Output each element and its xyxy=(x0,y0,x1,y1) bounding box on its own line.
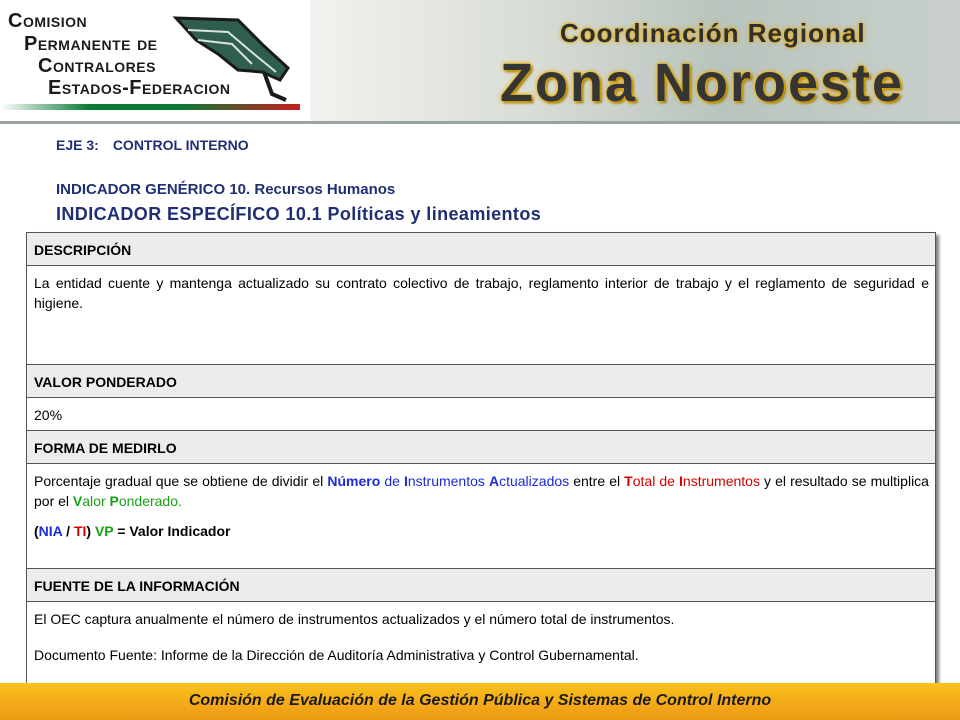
measure-method-text xyxy=(34,471,929,511)
table-row xyxy=(27,602,936,685)
measure-method-cell xyxy=(27,464,936,569)
footer-text: Comisión de Evaluación de la Gestión Pública y Sistemas de Control Interno xyxy=(188,692,772,709)
table-row xyxy=(27,233,936,266)
measure-text-part: de xyxy=(380,473,404,489)
table-row xyxy=(27,398,936,431)
region-subtitle: Coordinación Regional xyxy=(560,18,866,48)
measure-text-part: otal de xyxy=(632,473,680,489)
measure-method-label: FORMA DE MEDIRLO xyxy=(27,431,936,464)
measure-text-part: entre el xyxy=(569,473,625,489)
axis-value: CONTROL INTERNO xyxy=(112,137,249,153)
region-title: Zona Noroeste xyxy=(500,53,905,113)
formula-part: ( xyxy=(34,523,39,539)
table-row xyxy=(27,266,936,365)
description-label: DESCRIPCIÓN xyxy=(27,233,936,266)
source-text: El OEC captura anualmente el número de instrumentos actualizados y el número total de instrumentos. xyxy=(34,611,675,627)
generic-indicator-heading: INDICADOR GENÉRICO 10. Recursos Humanos xyxy=(56,181,396,198)
formula-part: = Valor Indicador xyxy=(113,523,231,539)
org-name-line-3: Contralores xyxy=(38,55,156,77)
table-row xyxy=(27,431,936,464)
measure-text-part: onderado. xyxy=(118,493,182,509)
measure-text-part: ctualizados xyxy=(499,473,570,489)
measure-text-part: y el resultado se multiplica por el xyxy=(34,473,929,509)
banner-divider xyxy=(0,121,960,124)
measure-text-part: nstrumentos xyxy=(682,473,760,489)
org-name-line-1: Comision xyxy=(8,10,88,32)
measure-text-part: I xyxy=(679,473,683,489)
org-name-line-2: Permanente de xyxy=(24,33,158,55)
formula-part: TI xyxy=(73,523,87,539)
measure-text-part: P xyxy=(109,493,119,509)
measure-text-part: T xyxy=(624,473,633,489)
formula-part: NIA xyxy=(38,523,63,539)
measure-text-part: úmero xyxy=(337,473,381,489)
weighted-value: 20% xyxy=(27,398,936,431)
source-cell xyxy=(27,602,936,685)
formula-part: ) xyxy=(86,523,95,539)
header-banner xyxy=(0,0,960,124)
indicator-table xyxy=(26,232,936,685)
measure-text-part: Porcentaje gradual que se obtiene de dividir el xyxy=(34,473,328,489)
weighted-value-label: VALOR PONDERADO xyxy=(27,365,936,398)
measure-text-part: alor xyxy=(82,493,110,509)
indicator-formula xyxy=(34,521,929,541)
table-row xyxy=(27,365,936,398)
measure-text-part: nstrumentos xyxy=(407,473,489,489)
table-row xyxy=(27,569,936,602)
map-logo-icon xyxy=(168,10,298,110)
measure-text-part: N xyxy=(327,473,338,489)
specific-indicator-heading: INDICADOR ESPECÍFICO 10.1 Políticas y lineamientos xyxy=(56,204,542,224)
source-label: FUENTE DE LA INFORMACIÓN xyxy=(27,569,936,602)
footer-bar xyxy=(0,683,960,720)
measure-text-part: V xyxy=(72,493,83,509)
measure-text-part: A xyxy=(488,473,500,489)
description-text: La entidad cuente y mantenga actualizado su contrato colectivo de trabajo, reglamento interior de trabajo y el reglamento de seguridad e higiene. xyxy=(27,266,936,365)
table-row xyxy=(27,464,936,569)
axis-label: EJE 3: xyxy=(56,137,99,153)
source-document: Documento Fuente: Informe de la Dirección de Auditoría Administrativa y Control Gubernamental. xyxy=(34,647,639,663)
measure-text-part: I xyxy=(403,473,408,489)
formula-part: VP xyxy=(94,523,114,539)
formula-part: / xyxy=(62,523,74,539)
axis-heading xyxy=(56,137,249,153)
org-name-line-4: Estados-Federacion xyxy=(48,77,231,99)
